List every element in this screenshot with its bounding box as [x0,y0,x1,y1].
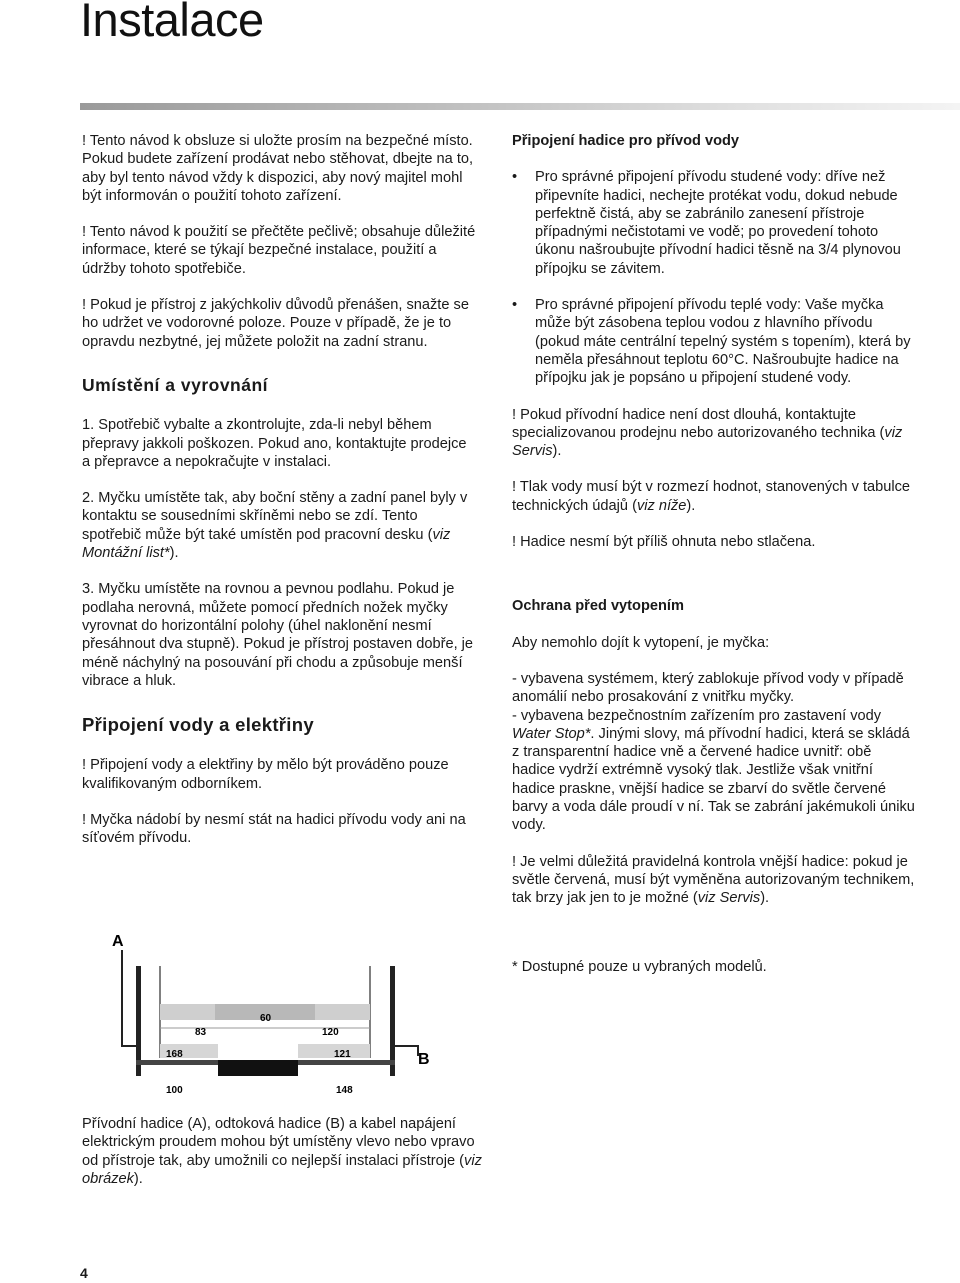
diagram-caption [82,1115,482,1188]
note-pressure [512,478,917,515]
header-rule [80,103,960,110]
right-wall [390,966,395,1076]
note-bending: ! Hadice nesmí být příliš ohnuta nebo stlačena. [512,534,816,551]
notice-read-manual: ! Tento návod k použití se přečtěte pečlivě; obsahuje důležité informace, které se týkají bezpečné instalace, použití a údržby tohoto spotřebiče. [82,224,476,277]
bullet-symbol: • [512,297,518,314]
zone-83 [160,1004,215,1020]
left-wall [136,966,141,1076]
note-regular-check-reference: viz Servis [697,890,761,907]
note-pressure-end: ). [686,497,696,514]
diagram-label-a: A [112,933,124,950]
zone-120 [315,1004,370,1020]
note-hose-length-text: ! Pokud přívodní hadice není dost dlouhá, kontaktujte specializovanou prodejnu nebo autorizovaného technika ( [512,406,885,441]
bullet-cold-water-text: Pro správné připojení přívodu studené vody: dříve než připevníte hadici, nechejte protékat vodu, dokud nebude perfektně čistá, aby se zabránilo zanesení přístroje případnými nečistotami ve vodě; po provedení tohoto úkonu našroubujte přívodní hadici těsně na 3/4 plynovou přípojku se závitem. [535,169,901,277]
left-column [82,132,477,848]
caption-text: Přívodní hadice (A), odtoková hadice (B) a kabel napájení elektrickým proudem mohou být umístěny vlevo nebo vpravo od přístroje tak, aby umožnili co nejlepší instalaci přístroje ( [82,1116,475,1169]
heading-flood-protection: Ochrana před vytopením [512,598,684,615]
dimension-label: 168 [166,1049,183,1060]
dimension-label: 148 [336,1085,353,1096]
dimension-label: 60 [260,1013,272,1024]
right-column [512,132,917,976]
heading-hose-connection: Připojení hadice pro přívod vody [512,133,740,149]
bullet-hot-water-text: Pro správné připojení přívodu teplé vody: Vaše myčka může být zásobena teplou vodou z hlavního přívodu (pokud máte centrální tepelný systém s topením), která by neměla přesáhnout teplotu 60°C. Našroubujte hadice na přípojku jak je popsáno u připojení studené vody. [535,297,911,387]
caption-end: ). [133,1170,143,1187]
page-number: 4 [80,1265,88,1281]
diagram-label-b: B [418,1051,430,1068]
outlet-hose [395,1046,418,1056]
note-pressure-text: ! Tlak vody musí být v rozmezí hodnot, stanovených v tabulce technických údajů ( [512,479,911,514]
warning-hose-placement: ! Myčka nádobí by nesmí stát na hadici přívodu vody ani na síťovém přívodu. [82,812,466,847]
heading-connection: Připojení vody a elektřiny [82,714,314,736]
flood-item-2-start: - vybavena bezpečnostním zařízením pro zastavení vody [512,707,882,724]
step-2-text: 2. Myčku umístěte tak, aby boční stěny a zadní panel byly v kontaktu se sousedními skříněmi nebo se zdí. Tento spotřebič může být také umístěn pod pracovní desku ( [82,490,468,543]
dimension-label: 83 [195,1027,207,1038]
bullet-cold-water [512,168,917,278]
notice-keep-manual: ! Tento návod k obsluze si uložte prosím na bezpečné místo. Pokud budete zařízení prodávat nebo stěhovat, dbejte na to, aby byl tento návod vždy k dispozici, aby nový majitel mohl být informován o použití tohoto zařízení. [82,133,474,204]
notice-transport: ! Pokud je přístroj z jakýchkoliv důvodů přenášen, snažte se ho udržet ve vodorovné poloze. Pouze v případě, že je to opravdu nezbytné, jej můžete položit na zadní stranu. [82,297,469,350]
warning-qualified-person: ! Připojení vody a elektřiny by mělo být prováděno pouze kvalifikovaným odborníkem. [82,757,449,792]
flood-item-1: - vybavena systémem, který zablokuje přívod vody v případě anomálií nebo prosakování z vnitřku myčky. [512,670,904,706]
footnote: * Dostupné pouze u vybraných modelů. [512,958,767,975]
step-2-end: ). [169,545,179,562]
note-regular-check-end: ). [760,890,770,907]
note-hose-length-reference: viz Servis [512,424,903,460]
page-title: Instalace [80,0,264,46]
step-3: 3. Myčku umístěte na rovnou a pevnou podlahu. Pokud je podlaha nerovná, můžete pomocí předních nožek myčky vyrovnat do horizontální polohy (úhel naklonění nesmí přesáhnout dva stupně). Pokud je přístroj postaven dobře, je méně náchylný na posouvání při chodu a způsobuje menší vibrace a hluk. [82,581,474,689]
note-hose-length-end: ). [552,443,562,460]
flood-item-2 [512,707,917,835]
bullet-symbol: • [512,169,518,186]
note-regular-check-text: ! Je velmi důležitá pravidelná kontrola vnější hadice: pokud je světle červená, musí být vyměněna autorizovaným technikem, tak brzy jak jen to je možné ( [512,853,915,907]
step-2-reference: viz Montážní list* [82,526,451,562]
heading-placement: Umístění a vyrovnání [82,374,269,395]
floor-left [136,1060,218,1065]
installation-diagram [100,928,460,1098]
note-hose-length [512,406,917,461]
dimension-label: 121 [334,1049,351,1060]
dimension-label: 120 [322,1027,339,1038]
floor-center [218,1060,298,1076]
flood-intro: Aby nemohlo dojít k vytopení, je myčka: [512,634,770,651]
bullet-hot-water [512,296,917,387]
note-regular-check [512,853,917,908]
step-1: 1. Spotřebič vybalte a zkontrolujte, zda-li nebyl během přepravy jakkoli poškozen. Pokud ano, kontaktujte prodejce a přepravce a nepokračujte v instalaci. [82,417,467,470]
caption-reference: viz obrázek [82,1152,482,1187]
flood-item-2-rest: . Jinými slovy, má přívodní hadici, která se skládá z transparentní hadice vně a červené hadice uvnitř: obě hadice vydrží extrémně vysoký tlak. Jestliže však vnitřní hadice praskne, vnější hadice se zbarví do světle červené barvy a voda dále proudí v ní. Tak se zabrání jakémukoli úniku vody. [512,725,915,834]
note-pressure-reference: viz níže [636,497,687,514]
flood-item-2-reference: Water Stop* [512,725,591,742]
dimension-label: 100 [166,1085,183,1096]
step-2 [82,489,477,562]
floor-right [298,1060,395,1065]
